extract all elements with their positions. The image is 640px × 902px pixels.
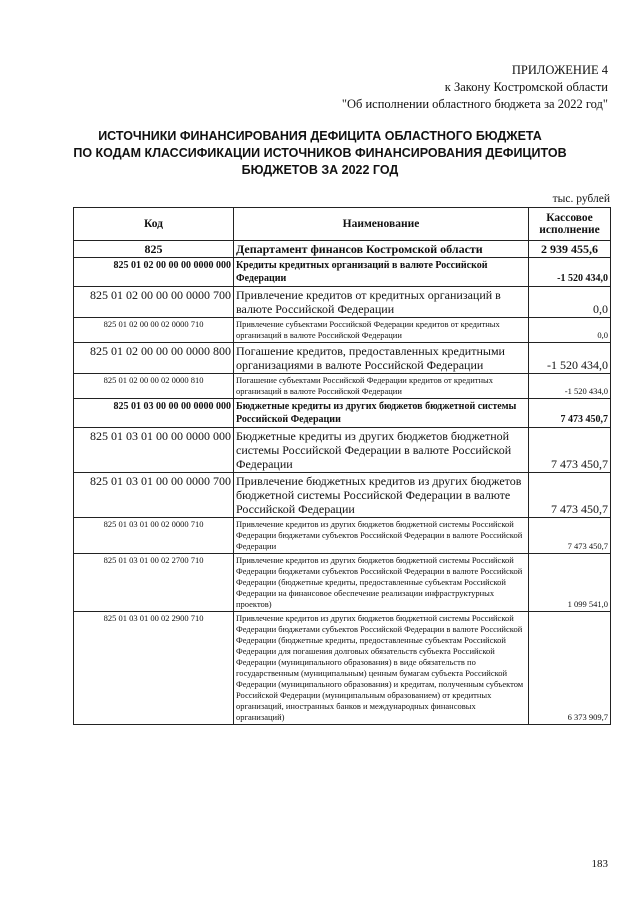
appendix-law-title: "Об исполнении областного бюджета за 2022 год" bbox=[341, 97, 608, 111]
row-name: Привлечение кредитов из других бюджетов бюджетной системы Российской Федерации бюджетами субъектов Российской Федерации в валюте Российской Федерации bbox=[234, 518, 529, 554]
row-name: Погашение кредитов, предоставленных кредитными организациями в валюте Российской Федерации bbox=[234, 343, 529, 374]
table-row bbox=[74, 612, 611, 725]
row-value: 7 473 450,7 bbox=[529, 399, 611, 428]
row-value: 7 473 450,7 bbox=[529, 473, 611, 518]
table-row bbox=[74, 399, 611, 428]
table-row bbox=[74, 343, 611, 374]
page-number: 183 bbox=[591, 858, 608, 870]
table-row bbox=[74, 258, 611, 287]
header-value: Кассовое исполнение bbox=[529, 208, 611, 241]
document-title bbox=[60, 128, 580, 179]
sources-table bbox=[73, 207, 611, 725]
table-row bbox=[74, 318, 611, 343]
row-code: 825 bbox=[74, 241, 234, 258]
row-name: Привлечение кредитов из других бюджетов бюджетной системы Российской Федерации бюджетами субъектов Российской Федерации в валюте Российской Федерации (бюджетные кредиты, предоставленные субъектам Российской Федерации для погашения долговых обязательств субъекта Российской Федерации (муниципального образования) в виде обязательств по государственным (муниципальным) ценным бумагам субъекта Российской Федерации (муниципального образования) и кредитам, полученным субъектом Российской Федерации (муниципальным образованием) от кредитных организаций, иностранных банков и международных финансовых организаций) bbox=[234, 612, 529, 725]
units-label: тыс. рублей bbox=[552, 193, 610, 205]
row-value: 1 099 541,0 bbox=[529, 554, 611, 612]
table-header-row bbox=[74, 208, 611, 241]
table-row bbox=[74, 428, 611, 473]
row-value: -1 520 434,0 bbox=[529, 374, 611, 399]
row-value: 0,0 bbox=[529, 318, 611, 343]
table-row bbox=[74, 554, 611, 612]
row-code: 825 01 02 00 00 00 0000 800 bbox=[74, 343, 234, 374]
appendix-block bbox=[342, 62, 608, 113]
row-code: 825 01 03 01 00 00 0000 000 bbox=[74, 428, 234, 473]
table-row bbox=[74, 287, 611, 318]
appendix-law: к Закону Костромской области bbox=[444, 80, 608, 94]
row-name: Привлечение бюджетных кредитов из других бюджетов бюджетной системы Российской Федерации в валюте Российской Федерации bbox=[234, 473, 529, 518]
title-line-3: БЮДЖЕТОВ ЗА 2022 ГОД bbox=[241, 163, 399, 177]
row-name: Департамент финансов Костромской области bbox=[234, 241, 529, 258]
row-code: 825 01 03 00 00 00 0000 000 bbox=[74, 399, 234, 428]
row-code: 825 01 03 01 00 02 2700 710 bbox=[74, 554, 234, 612]
appendix-label: ПРИЛОЖЕНИЕ 4 bbox=[511, 63, 608, 77]
row-value: 2 939 455,6 bbox=[529, 241, 611, 258]
row-code: 825 01 03 01 00 02 0000 710 bbox=[74, 518, 234, 554]
row-value: -1 520 434,0 bbox=[529, 343, 611, 374]
row-code: 825 01 03 01 00 00 0000 700 bbox=[74, 473, 234, 518]
row-name: Кредиты кредитных организаций в валюте Российской Федерации bbox=[234, 258, 529, 287]
row-name: Бюджетные кредиты из других бюджетов бюджетной системы Российской Федерации в валюте Российской Федерации bbox=[234, 428, 529, 473]
row-code: 825 01 02 00 00 00 0000 700 bbox=[74, 287, 234, 318]
header-code: Код bbox=[74, 208, 234, 241]
row-value: -1 520 434,0 bbox=[529, 258, 611, 287]
table-row bbox=[74, 241, 611, 258]
row-name: Привлечение кредитов из других бюджетов бюджетной системы Российской Федерации бюджетами субъектов Российской Федерации в валюте Российской Федерации (бюджетные кредиты, предоставленные субъектам Российской Федерации на финансовое обеспечение реализации инфраструктурных проектов) bbox=[234, 554, 529, 612]
row-code: 825 01 02 00 00 02 0000 810 bbox=[74, 374, 234, 399]
row-value: 0,0 bbox=[529, 287, 611, 318]
table-row bbox=[74, 473, 611, 518]
row-value: 7 473 450,7 bbox=[529, 518, 611, 554]
table-row bbox=[74, 374, 611, 399]
row-code: 825 01 02 00 00 00 0000 000 bbox=[74, 258, 234, 287]
title-line-2: ПО КОДАМ КЛАССИФИКАЦИИ ИСТОЧНИКОВ ФИНАНСИРОВАНИЯ ДЕФИЦИТОВ bbox=[73, 146, 567, 160]
title-line-1: ИСТОЧНИКИ ФИНАНСИРОВАНИЯ ДЕФИЦИТА ОБЛАСТНОГО БЮДЖЕТА bbox=[98, 129, 542, 143]
row-name: Погашение субъектами Российской Федерации кредитов от кредитных организаций в валюте Российской Федерации bbox=[234, 374, 529, 399]
row-code: 825 01 03 01 00 02 2900 710 bbox=[74, 612, 234, 725]
row-name: Бюджетные кредиты из других бюджетов бюджетной системы Российской Федерации bbox=[234, 399, 529, 428]
row-name: Привлечение субъектами Российской Федерации кредитов от кредитных организаций в валюте Российской Федерации bbox=[234, 318, 529, 343]
table-row bbox=[74, 518, 611, 554]
row-value: 6 373 909,7 bbox=[529, 612, 611, 725]
row-code: 825 01 02 00 00 02 0000 710 bbox=[74, 318, 234, 343]
row-value: 7 473 450,7 bbox=[529, 428, 611, 473]
row-name: Привлечение кредитов от кредитных организаций в валюте Российской Федерации bbox=[234, 287, 529, 318]
header-name: Наименование bbox=[234, 208, 529, 241]
